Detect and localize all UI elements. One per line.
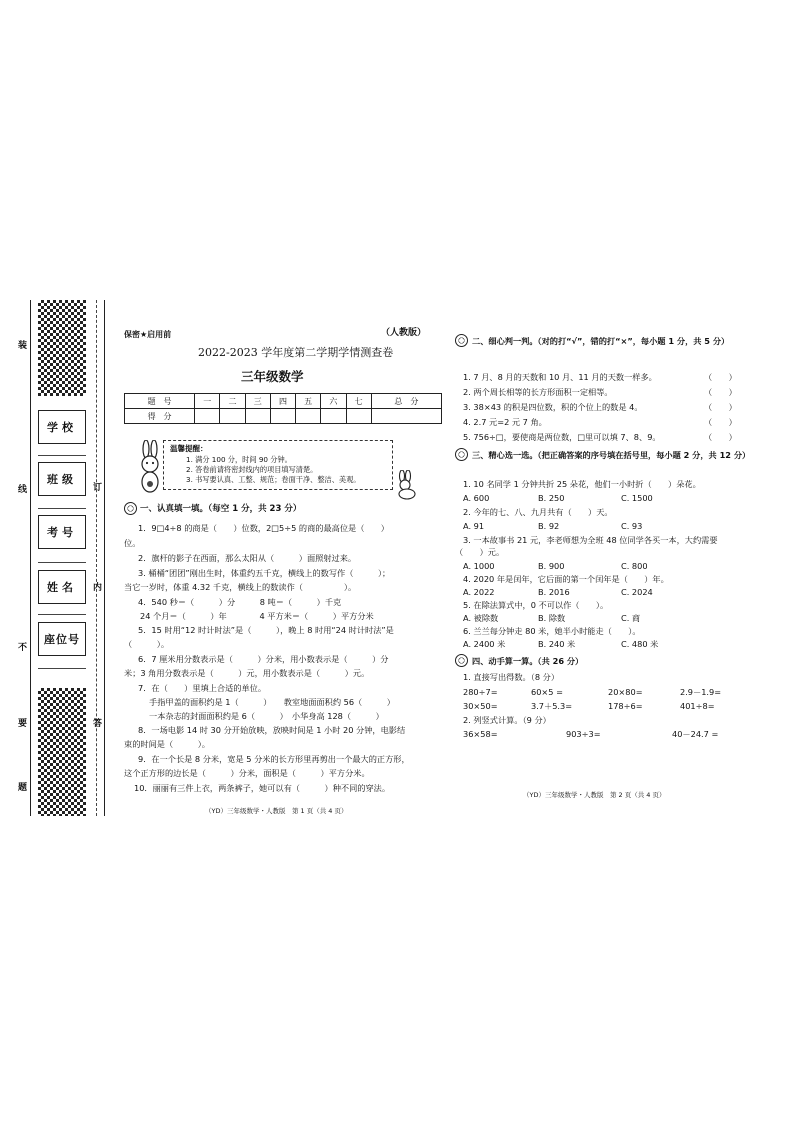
margin-mark: 线 [18,485,28,495]
score-cell[interactable] [321,409,346,424]
choice-question-cont: （ ）元。 [455,547,505,557]
question-line: 7．在（ ）里填上合适的单位。 [138,683,267,693]
score-table-cell: 五 [296,394,321,409]
judge-answer-blank[interactable]: （ ） [704,417,737,427]
score-table-cell: 七 [346,394,371,409]
score-cell[interactable] [220,409,245,424]
calc-item: 280÷7= [463,687,498,697]
judge-item: 2. 两个周长相等的长方形面积一定相等。 [463,387,613,397]
margin-mark: 内 [93,583,103,593]
choice-question: 4. 2020 年是闰年，它后面的第一个闰年是（ ）年。 [463,574,669,584]
calc-item: 178÷6= [608,701,643,711]
question-line: 这个正方形的边长是（ ）分米，面积是（ ）平方分米。 [124,768,370,778]
choice-question: 6. 兰兰每分钟走 80 米，她半小时能走（ ）。 [463,626,641,636]
choice-option[interactable]: B. 900 [538,561,565,571]
bunny-icon [136,440,164,496]
question-line: 9．在一个长是 8 分米，宽是 5 分米的长方形里再剪出一个最大的正方形， [138,754,410,764]
score-table-cell: 三 [245,394,270,409]
notice-item: 2. 答卷前请将密封线内的项目填写清楚。 [186,465,318,474]
choice-question: 5. 在除法算式中，0 不可以作（ ）。 [463,600,609,610]
notice-item: 1. 满分 100 分，时间 90 分钟。 [186,455,292,464]
question-line: 8．一场电影 14 时 30 分开始放映，放映时间是 1 小时 20 分钟，电影结 [138,725,406,735]
score-cell[interactable] [296,409,321,424]
question-line: 3. 桶桶“团团”刚出生时，体重约五千克，横线上的数写作（ ）； [138,568,391,578]
seal-line [96,300,97,816]
flower-icon [124,502,137,515]
choice-option[interactable]: C. 800 [621,561,648,571]
class-field-label: 班级 [38,462,86,496]
question-line: 手指甲盖的面积约是 1（ ） 教室地面面积约 56（ ） [149,697,395,707]
score-cell[interactable] [371,409,441,424]
question-line: 4．540 秒＝（ ）分 8 吨＝（ ）千克 [138,597,342,607]
flower-icon [455,334,468,347]
question-line: 24 个月＝（ ）年 4 平方米＝（ ）平方分米 [140,611,374,621]
notice-title: 温馨提醒： [170,444,208,453]
outer-line [30,300,31,816]
question-line: （ ）。 [124,639,170,649]
margin-mark: 答 [93,719,103,729]
margin-mark: 装 [18,341,28,351]
score-table-header-row [125,394,442,409]
class-field-line[interactable] [38,508,86,509]
choice-option[interactable]: B. 240 米 [538,639,576,649]
choice-option[interactable]: B. 2016 [538,587,570,597]
question-line: 5．15 时用“12 时计时法”是（ ），晚上 8 时用“24 时计时法”是 [138,625,394,635]
choice-option[interactable]: A. 1000 [463,561,495,571]
question-line: 一本杂志的封面面积约是 6（ ） 小华身高 128（ ） [149,711,384,721]
vertical-calc-item: 40－24.7 = [672,729,719,739]
seat-number-field-line[interactable] [38,668,86,669]
choice-option[interactable]: B. 250 [538,493,565,503]
checker-pattern-bottom [38,688,86,816]
choice-option[interactable]: C. 2024 [621,587,653,597]
section2-heading: 二、细心判一判。（对的打“√”，错的打“×”，每小题 1 分，共 5 分） [472,336,730,346]
choice-option[interactable]: A. 2400 米 [463,639,506,649]
judge-item: 4. 2.7 元=2 元 7 角。 [463,417,547,427]
exam-number-field-line[interactable] [38,562,86,563]
judge-answer-blank[interactable]: （ ） [704,372,737,382]
choice-option[interactable]: C. 商 [621,613,641,623]
section1-heading: 一、认真填一填。（每空 1 分，共 23 分） [140,504,302,514]
choice-question: 2. 今年的七、八、九月共有（ ）天。 [463,507,613,517]
name-field-label: 姓名 [38,570,86,604]
sub-heading: 2. 列竖式计算。（9 分） [463,715,551,725]
question-line: 束的时间是（ ）。 [124,739,210,749]
checker-pattern-top [38,300,86,396]
flower-icon [455,448,468,461]
score-table-cell: 二 [220,394,245,409]
inner-line [104,300,105,816]
score-cell[interactable] [195,409,220,424]
choice-option[interactable]: A. 600 [463,493,490,503]
calc-item: 401÷8= [680,701,715,711]
choice-option[interactable]: B. 除数 [538,613,566,623]
calc-item: 2.9－1.9= [680,687,722,697]
seat-number-field-label: 座位号 [38,622,86,656]
edition-label: （人教版） [381,328,427,338]
score-table [124,393,442,424]
score-table-cell: 六 [321,394,346,409]
judge-item: 1. 7 月、8 月的天数和 10 月、11 月的天数一样多。 [463,372,657,382]
sub-heading: 1. 直接写出得数。（8 分） [463,672,560,682]
calc-item: 20×80= [608,687,643,697]
judge-item: 3. 38×43 的积是四位数，积的个位上的数是 4。 [463,402,643,412]
school-field-line[interactable] [38,455,86,456]
calc-item: 30×50= [463,701,498,711]
score-table-cell: 四 [270,394,295,409]
choice-question: 3. 一本故事书 21 元，李老师想为全班 48 位同学各买一本，大约需要 [463,535,718,545]
vertical-calc-item: 903÷3= [566,729,601,739]
flower-icon [455,654,468,667]
margin-mark: 不 [18,643,28,653]
score-cell[interactable] [270,409,295,424]
exam-subtitle: 三年级数学 [241,369,304,384]
score-table-cell: 总 分 [371,394,441,409]
score-row-label: 得 分 [125,409,195,424]
margin-mark: 订 [93,483,103,493]
question-line: 米；3 角用分数表示是（ ）元，用小数表示是（ ）元。 [124,668,370,678]
exam-title: 2022-2023 学年度第二学期学情测查卷 [198,346,394,359]
footer-left: （YD）三年级数学・人教版 第 1 页（共 4 页） [205,807,348,815]
choice-option[interactable]: A. 91 [463,521,485,531]
choice-option[interactable]: C. 1500 [621,493,653,503]
notice-item: 3. 书写要认真、工整、规范；卷面干净、整洁、美观。 [186,475,361,484]
notice-box [163,440,393,490]
question-line: 1．9□4÷8 的商是（ ）位数，2□5÷5 的商的最高位是（ ） [138,523,389,533]
question-line: 10．丽丽有三件上衣，两条裤子，她可以有（ ）种不同的穿法。 [134,783,391,793]
choice-option[interactable]: C. 480 米 [621,639,659,649]
school-field-label: 学校 [38,410,86,444]
score-cell[interactable] [245,409,270,424]
choice-option[interactable]: B. 92 [538,521,560,531]
vertical-calc-item: 36×58= [463,729,498,739]
footer-right: （YD）三年级数学・人教版 第 2 页（共 4 页） [523,791,666,799]
question-line: 6．7 厘米用分数表示是（ ）分米，用小数表示是（ ）分 [138,654,389,664]
choice-option[interactable]: A. 2022 [463,587,495,597]
name-field-line[interactable] [38,614,86,615]
score-table-cell: 题 号 [125,394,195,409]
score-table-cell: 一 [195,394,220,409]
calc-item: 3.7＋5.3= [531,701,573,711]
judge-answer-blank[interactable]: （ ） [704,387,737,397]
score-cell[interactable] [346,409,371,424]
section4-heading: 四、动手算一算。（共 26 分） [472,656,584,666]
calc-item: 60×5 = [531,687,563,697]
choice-option[interactable]: C. 93 [621,521,643,531]
section3-heading: 三、精心选一选。（把正确答案的序号填在括号里，每小题 2 分，共 12 分） [472,450,751,460]
rabbit-icon [394,470,420,500]
secret-label: 保密★启用前 [124,330,172,339]
question-line: 位。 [124,538,141,548]
margin-mark: 要 [18,719,28,729]
margin-mark: 题 [18,783,28,793]
question-line: 当它一岁时，体重 4.32 千克，横线上的数读作（ ）。 [124,582,357,592]
choice-question: 1. 10 名同学 1 分钟共折 25 朵花，他们一小时折（ ）朵花。 [463,479,701,489]
exam-number-field-label: 考号 [38,515,86,549]
question-line: 2．旗杆的影子在西面，那么太阳从（ ）面照射过来。 [138,553,357,563]
choice-option[interactable]: A. 被除数 [463,613,499,623]
judge-answer-blank[interactable]: （ ） [704,432,737,442]
judge-answer-blank[interactable]: （ ） [704,402,737,412]
score-table-score-row [125,409,442,424]
judge-item: 5. 756÷□，要使商是两位数，□里可以填 7、8、9。 [463,432,661,442]
